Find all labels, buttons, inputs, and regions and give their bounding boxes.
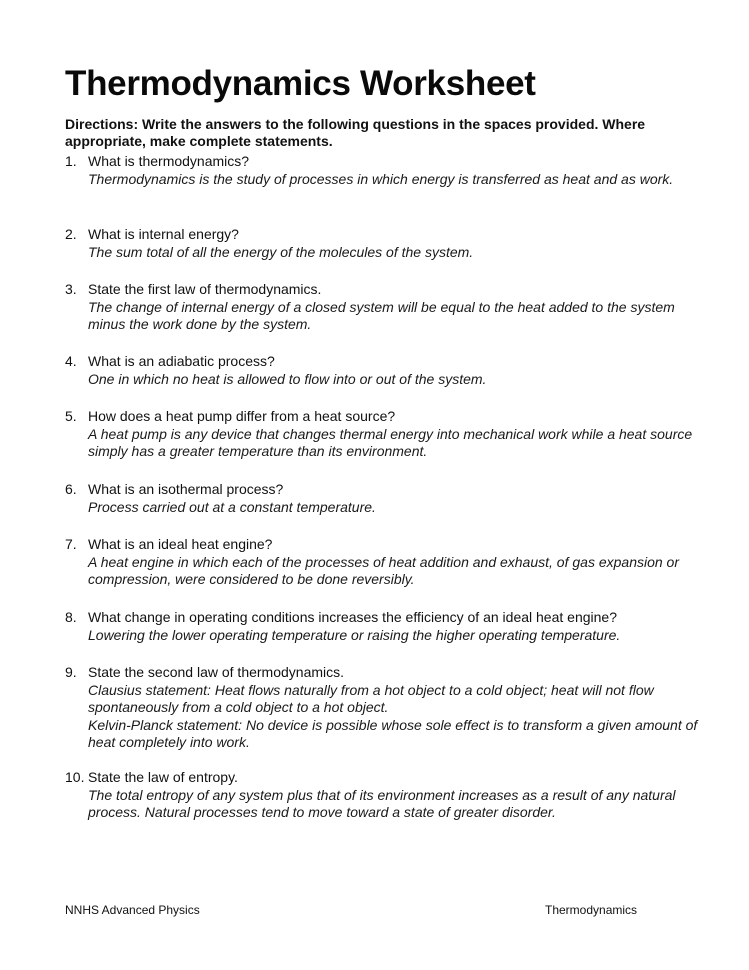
- question-1: [65, 153, 705, 188]
- question-4: [65, 353, 705, 388]
- question-number: 1.: [65, 153, 77, 169]
- answer-text: The change of internal energy of a closed system will be equal to the heat added to the system minus the work done by the system.: [88, 298, 675, 332]
- answer-text: Lowering the lower operating temperature or raising the higher operating temperature.: [88, 626, 621, 643]
- footer-right: Thermodynamics: [545, 903, 638, 917]
- question-number: 8.: [65, 609, 77, 625]
- answer-text: A heat pump is any device that changes thermal energy into mechanical work while a heat source simply has a greater temperature than its environment.: [88, 425, 693, 459]
- answer-text: One in which no heat is allowed to flow into or out of the system.: [88, 370, 487, 387]
- question-text: How does a heat pump differ from a heat source?: [88, 408, 396, 424]
- question-number: 10.: [65, 769, 85, 785]
- answer-text-clausius: Clausius statement: Heat flows naturally from a hot object to a cold object; heat will not flow spontaneously from a cold object to a hot object.: [88, 681, 654, 715]
- answer-text: A heat engine in which each of the processes of heat addition and exhaust, of gas expansion or compression, were considered to be done reversibly.: [88, 553, 679, 587]
- question-text: State the second law of thermodynamics.: [88, 664, 345, 680]
- answer-text: The sum total of all the energy of the molecules of the system.: [88, 243, 474, 260]
- question-number: 6.: [65, 481, 77, 497]
- question-text: What is an ideal heat engine?: [88, 536, 273, 552]
- question-number: 5.: [65, 408, 77, 424]
- question-text: What is thermodynamics?: [88, 153, 250, 169]
- question-text: State the first law of thermodynamics.: [88, 281, 322, 297]
- answer-text: The total entropy of any system plus that of its environment increases as a result of any natural process. Natural processes tend to move toward a state of greater disorder.: [88, 786, 676, 820]
- answer-text: Process carried out at a constant temperature.: [88, 498, 376, 515]
- question-5: [65, 408, 705, 461]
- question-7: [65, 536, 705, 589]
- question-3: [65, 281, 705, 334]
- question-number: 4.: [65, 353, 77, 369]
- question-6: [65, 481, 705, 516]
- answer-text: Thermodynamics is the study of processes in which energy is transferred as heat and as work.: [88, 170, 674, 187]
- question-8: [65, 609, 705, 644]
- footer-left: NNHS Advanced Physics: [65, 903, 200, 917]
- page-title: Thermodynamics Worksheet: [65, 64, 536, 103]
- question-text: What is internal energy?: [88, 226, 239, 242]
- question-text: State the law of entropy.: [88, 769, 238, 785]
- directions-text: Directions: Write the answers to the following questions in the spaces provided. Where appropriate, make complete statements.: [65, 116, 646, 149]
- question-text: What is an isothermal process?: [88, 481, 284, 497]
- question-2: [65, 226, 705, 261]
- question-text: What is an adiabatic process?: [88, 353, 275, 369]
- question-number: 9.: [65, 664, 77, 680]
- question-9: [65, 664, 705, 752]
- question-10: [65, 769, 705, 822]
- question-number: 3.: [65, 281, 77, 297]
- question-text: What change in operating conditions increases the efficiency of an ideal heat engine?: [88, 609, 617, 625]
- answer-text-kelvin-planck: Kelvin-Planck statement: No device is possible whose sole effect is to transform a given amount of heat completely into work.: [88, 716, 698, 750]
- question-number: 2.: [65, 226, 77, 242]
- question-number: 7.: [65, 536, 77, 552]
